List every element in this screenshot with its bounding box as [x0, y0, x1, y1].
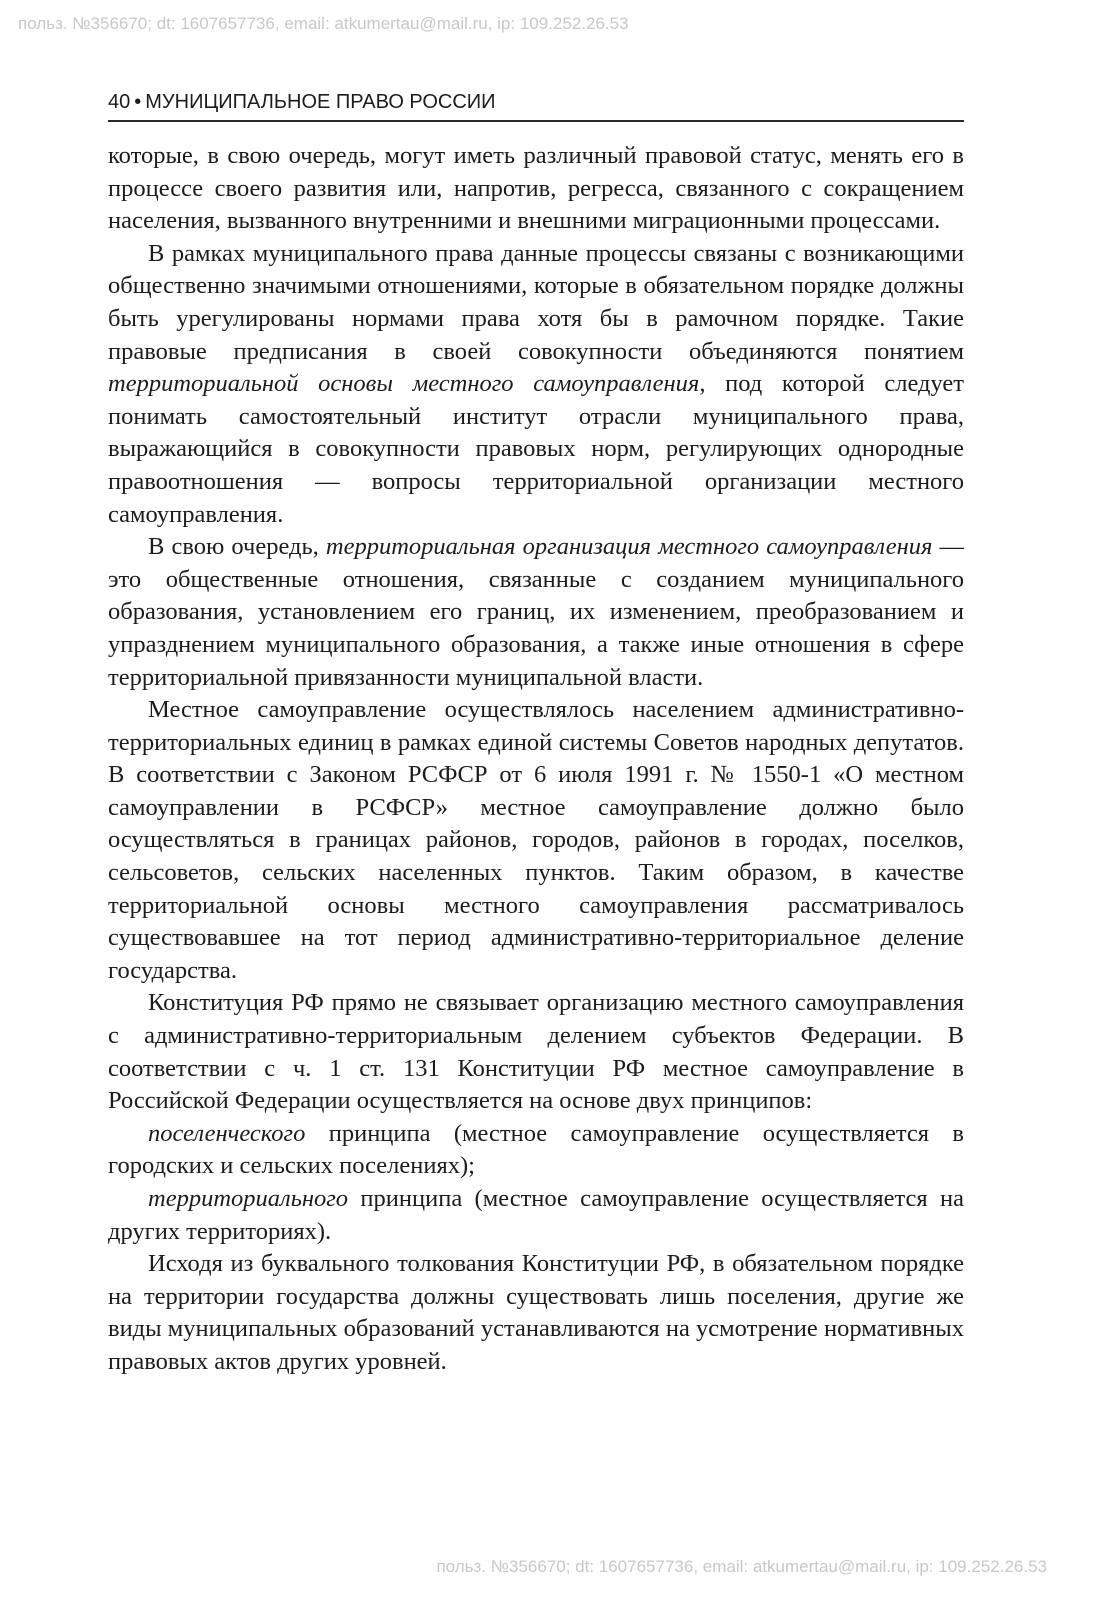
- term-territorial-basis: территориальной основы местного самоуправления: [108, 370, 700, 398]
- paragraph-2-text-c: , под которой следует понимать самостоятельный институт отрасли муниципального права, выражающийся в совокупности правовых норм, регулирующих однородные правоотношения — вопросы территориальной организации местного самоуправления.: [108, 370, 964, 528]
- paragraph-2-text-a: В рамках муниципального права данные процессы связаны с возникающими общественно значимыми отношениями, которые в обязательном порядке должны быть урегулированы нормами права хотя бы в рамочном порядке. Такие правовые предписания в своей совокупности объединяются понятием: [108, 239, 964, 365]
- page-body: [108, 140, 964, 1379]
- paragraph-7: [108, 1183, 964, 1248]
- paragraph-8: Исходя из буквального толкования Конституции РФ, в обязательном порядке на территории государства должны существовать лишь поселения, другие же виды муниципальных образований устанавливаются на усмотрение нормативных правовых актов других уровней.: [108, 1250, 964, 1375]
- term-territorial-principle: территориального: [148, 1185, 349, 1212]
- paragraph-3-text-a: В свою очередь,: [148, 533, 326, 561]
- paragraph-5: Конституция РФ прямо не связывает организацию местного самоуправления с административно-территориальным делением субъектов Федерации. В соответствии с ч. 1 ст. 131 Конституции РФ местное самоуправление в Российской Федерации осуществляется на основе двух принципов:: [108, 989, 964, 1115]
- paragraph-6: [108, 1118, 964, 1183]
- watermark-bottom: польз. №356670; dt: 1607657736, email: atkumertau@mail.ru, ip: 109.252.26.53: [436, 1557, 1047, 1576]
- running-header: [108, 88, 964, 122]
- paragraph-4: Местное самоуправление осуществлялось населением административно-территориальных единиц в рамках единой системы Советов народных депутатов. В соответствии с Законом РСФСР от 6 июля 1991 г. № 1550-1 «О местном самоуправлении в РСФСР» местное самоуправление должно было осуществляться в границах районов, городов, районов в городах, поселков, сельсоветов, сельских населенных пунктов. Таким образом, в качестве территориальной основы местного самоуправления рассматривалось существовавшее на тот период административно-территориальное деление государства.: [108, 696, 964, 984]
- paragraph-1: которые, в свою очередь, могут иметь различный правовой статус, менять его в процессе своего развития или, напротив, регресса, связанного с сокращением населения, вызванного внутренними и внешними миграционными процессами.: [108, 142, 964, 235]
- book-title: МУНИЦИПАЛЬНОЕ ПРАВО РОССИИ: [145, 91, 496, 113]
- watermark-top: польз. №356670; dt: 1607657736, email: atkumertau@mail.ru, ip: 109.252.26.53: [18, 14, 629, 33]
- page-number: 40: [108, 91, 131, 113]
- paragraph-6-text: принципа (местное самоуправление осуществляется в городских и сельских поселениях);: [108, 1119, 964, 1180]
- term-settlement-principle: поселенческого: [148, 1119, 306, 1147]
- header-bullet: •: [134, 91, 142, 113]
- term-territorial-organization: территориальная организация местного самоуправления: [325, 533, 933, 561]
- paragraph-2: [108, 238, 964, 531]
- paragraph-3: [108, 531, 964, 694]
- paragraph-3-text-c: — это общественные отношения, связанные с созданием муниципального образования, установлением его границ, их изменением, преобразованием и упразднением муниципального образования, а также иные отношения в сфере территориальной привязанности муниципальной власти.: [108, 533, 965, 691]
- paragraph-7-text: принципа (местное самоуправление осуществляется на других территориях).: [108, 1185, 964, 1245]
